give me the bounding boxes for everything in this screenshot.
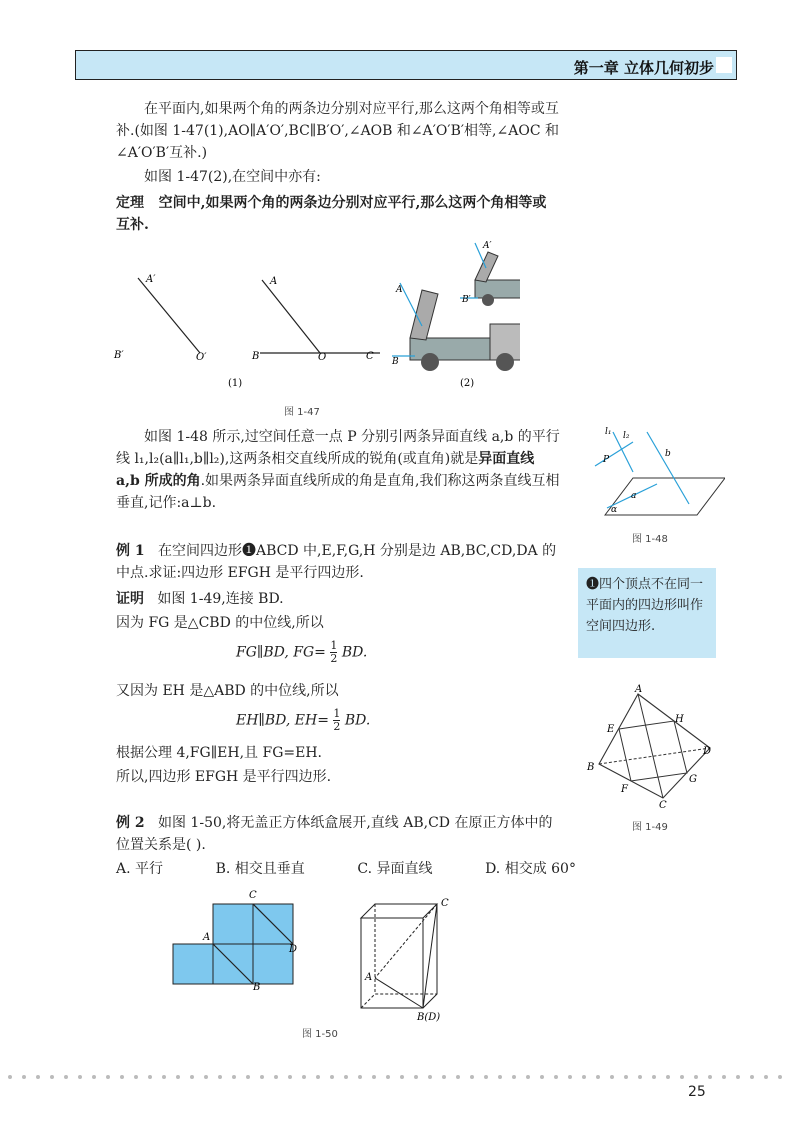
- skew-angle-text-pre: 如图 1-48 所示,过空间任意一点 P 分别引两条异面直线 a,b 的平行线 l₁,l₂(a∥l₁,b∥l₂),这两条相交直线所成的锐角(或直角)就是: [116, 429, 560, 467]
- footer-dot: [176, 1075, 180, 1079]
- page-number: 25: [688, 1084, 706, 1100]
- footer-dot: [582, 1075, 586, 1079]
- cube-line-ca: [375, 904, 437, 978]
- frac-den-1: 2: [330, 652, 338, 665]
- fig48-caption: 图 1-48: [632, 534, 668, 545]
- label-c: C: [366, 351, 374, 362]
- cube-net: [173, 904, 293, 984]
- footer-dot: [778, 1075, 782, 1079]
- footer-dot: [190, 1075, 194, 1079]
- option-c: C. 异面直线: [357, 861, 433, 877]
- cube-top-face: [361, 904, 437, 918]
- label-b: B: [252, 351, 260, 362]
- footer-dot: [568, 1075, 572, 1079]
- footer-dot: [554, 1075, 558, 1079]
- label-p: P: [603, 455, 610, 465]
- footer-dot: [372, 1075, 376, 1079]
- formula-fg-right: BD.: [341, 644, 368, 661]
- figure-1-50: [165, 886, 475, 1026]
- theorem-paragraph: [116, 192, 560, 236]
- footer-dot: [736, 1075, 740, 1079]
- footer-dot: [22, 1075, 26, 1079]
- footer-dot: [106, 1075, 110, 1079]
- proof-step4: 根据公理 4,FG∥EH,且 FG=EH.: [116, 745, 323, 761]
- frac-den-2: 2: [333, 720, 341, 733]
- cube-line-ab: [375, 978, 423, 1008]
- truck-label-b-prime: B′: [462, 295, 471, 305]
- fig50-caption: 图 1-50: [302, 1029, 338, 1040]
- option-a: A. 平行: [116, 861, 164, 877]
- label-g49: G: [689, 774, 697, 785]
- label-a49: A: [635, 684, 643, 695]
- footer-dot: [624, 1075, 628, 1079]
- label-f49: F: [621, 784, 628, 795]
- example2-statement: [116, 812, 560, 856]
- footer-dot: [330, 1075, 334, 1079]
- option-b: B. 相交且垂直: [215, 861, 305, 877]
- net-label-d: D: [289, 944, 298, 955]
- footer-dot: [428, 1075, 432, 1079]
- proof-step3: 又因为 EH 是△ABD 的中位线,所以: [116, 683, 339, 699]
- footer-dot: [638, 1075, 642, 1079]
- footer-dot: [442, 1075, 446, 1079]
- footer-dot: [680, 1075, 684, 1079]
- footer-dot: [344, 1075, 348, 1079]
- formula-eh-right: BD.: [344, 712, 371, 729]
- cube-label-c: C: [441, 898, 449, 909]
- label-d49: D: [703, 746, 712, 757]
- truck-label-a: A: [396, 285, 403, 295]
- theorem-text: 空间中,如果两个角的两条边分别对应平行,那么这两个角相等或互补.: [116, 195, 547, 233]
- example1-label: 例 1: [116, 543, 145, 559]
- proof-line1: [116, 588, 560, 610]
- footer-dot: [204, 1075, 208, 1079]
- chapter-title: 第一章 立体几何初步: [573, 59, 714, 77]
- line-b: [647, 432, 689, 504]
- quad-efgh: [619, 721, 687, 781]
- net-label-c: C: [249, 890, 257, 901]
- cube-label-a: A: [365, 972, 373, 983]
- truck-label-a-prime: A′: [483, 241, 492, 251]
- proof-step2: 因为 FG 是△CBD 的中位线,所以: [116, 615, 324, 631]
- example2-text: 如图 1-50,将无盖正方体纸盒展开,直线 AB,CD 在原正方体中的位置关系是( ).: [116, 815, 553, 853]
- label-alpha: α: [611, 505, 618, 515]
- footer-dot: [386, 1075, 390, 1079]
- footer-dot: [484, 1075, 488, 1079]
- proof-label: 证明: [116, 591, 144, 607]
- net-square-top-left: [213, 904, 253, 944]
- net-label-b: B: [253, 982, 261, 993]
- footer-dot: [666, 1075, 670, 1079]
- footer-dot: [750, 1075, 754, 1079]
- footer-dot: [596, 1075, 600, 1079]
- footer-dot: [78, 1075, 82, 1079]
- label-o-prime: O′: [196, 352, 207, 363]
- label-l2: l₂: [623, 431, 630, 441]
- label-b-prime: B′: [114, 350, 124, 361]
- footer-dot: [708, 1075, 712, 1079]
- label-a-prime: A′: [146, 274, 156, 285]
- footer-dot: [414, 1075, 418, 1079]
- footer-dot: [36, 1075, 40, 1079]
- footer-dot: [722, 1075, 726, 1079]
- label-a: A: [270, 276, 278, 287]
- frac-num-1: 1: [330, 639, 338, 652]
- footer-dot: [64, 1075, 68, 1079]
- fig47-sub2: (2): [460, 378, 475, 389]
- footer-dot: [764, 1075, 768, 1079]
- figure-1-47: [100, 238, 520, 418]
- footer-dot: [400, 1075, 404, 1079]
- footer-dot: [134, 1075, 138, 1079]
- footer-dot: [162, 1075, 166, 1079]
- footer-dotted-rule: [0, 1074, 800, 1080]
- fig47-sub1: (1): [228, 378, 243, 389]
- footer-dot: [50, 1075, 54, 1079]
- example1-text: 在空间四边形❶ABCD 中,E,F,G,H 分别是边 AB,BC,CD,DA 的中点.求证:四边形 EFGH 是平行四边形.: [116, 543, 557, 581]
- formula-fg-left: FG∥BD, FG=: [236, 644, 326, 661]
- footer-dot: [540, 1075, 544, 1079]
- footer-dot: [652, 1075, 656, 1079]
- cube-label-bd: B(D): [417, 1012, 441, 1023]
- label-h49: H: [675, 714, 684, 725]
- footer-dot: [456, 1075, 460, 1079]
- example1-statement: [116, 540, 560, 584]
- net-square-mid-right: [253, 944, 293, 984]
- intro-paragraph: 在平面内,如果两个角的两条边分别对应平行,那么这两个角相等或互补.(如图 1-47(1),AO∥A′O′,BC∥B′O′,∠AOB 和∠A′O′B′相等,∠AOC 和∠A′O′B′互补.): [116, 101, 559, 161]
- line-a-prime-o-prime: [138, 278, 200, 353]
- footer-dot: [232, 1075, 236, 1079]
- fraction-half-1: [330, 640, 337, 665]
- formula-eh-left: EH∥BD, EH=: [236, 712, 329, 729]
- footer-dot: [358, 1075, 362, 1079]
- footer-dot: [288, 1075, 292, 1079]
- truck-label-b: B: [392, 357, 399, 367]
- label-c49: C: [659, 800, 667, 809]
- footer-dot: [120, 1075, 124, 1079]
- proof-step5: 所以,四边形 EFGH 是平行四边形.: [116, 769, 332, 785]
- label-o: O: [318, 352, 327, 363]
- skew-angle-text-post: .如果两条异面直线所成的角是直角,我们称这两条直线互相垂直,记作:a⊥b.: [116, 473, 560, 511]
- footer-dot: [610, 1075, 614, 1079]
- footer-dot: [512, 1075, 516, 1079]
- plane-alpha: [605, 478, 725, 515]
- skew-angle-definition: 异面直线 a,b 所成的角: [116, 451, 535, 489]
- theorem-label: 定理: [116, 195, 144, 211]
- skew-angle-paragraph: [116, 426, 560, 514]
- footer-dot: [274, 1075, 278, 1079]
- space-paragraph: 如图 1-47(2),在空间中亦有:: [144, 169, 321, 185]
- label-a48: a: [631, 491, 637, 501]
- footnote-box: ❶四个顶点不在同一平面内的四边形叫作空间四边形.: [578, 568, 716, 658]
- footer-dot: [260, 1075, 264, 1079]
- label-b48: b: [665, 449, 671, 459]
- footer-dot: [498, 1075, 502, 1079]
- label-l1: l₁: [605, 427, 612, 437]
- fig47-caption: 图 1-47: [284, 407, 320, 418]
- footer-dot: [526, 1075, 530, 1079]
- footer-dot: [316, 1075, 320, 1079]
- option-d: D. 相交成 60°: [485, 861, 576, 877]
- footer-dot: [470, 1075, 474, 1079]
- figure-1-48: [585, 420, 725, 520]
- footer-dot: [302, 1075, 306, 1079]
- label-e49: E: [607, 724, 615, 735]
- net-label-a: A: [203, 932, 211, 943]
- footer-dot: [218, 1075, 222, 1079]
- example2-label: 例 2: [116, 815, 145, 831]
- net-square-mid-left: [173, 944, 213, 984]
- fig49-caption: 图 1-49: [632, 822, 668, 833]
- figure-1-49: [585, 684, 720, 809]
- footer-dot: [246, 1075, 250, 1079]
- footer-dot: [92, 1075, 96, 1079]
- label-b49: B: [587, 762, 595, 773]
- chapter-header-bar: [75, 50, 737, 80]
- line-ao: [262, 280, 320, 353]
- footer-dot: [8, 1075, 12, 1079]
- formula-eh: [236, 708, 370, 733]
- proof-step1: 如图 1-49,连接 BD.: [157, 591, 284, 607]
- formula-fg: [236, 640, 367, 665]
- frac-num-2: 1: [333, 707, 341, 720]
- header-square-marker: [716, 57, 732, 73]
- footer-dot: [148, 1075, 152, 1079]
- cube-line-cd: [423, 904, 437, 1008]
- line-l2: [595, 442, 633, 466]
- fraction-half-2: [333, 708, 340, 733]
- footer-dot: [694, 1075, 698, 1079]
- example2-options: [116, 858, 576, 880]
